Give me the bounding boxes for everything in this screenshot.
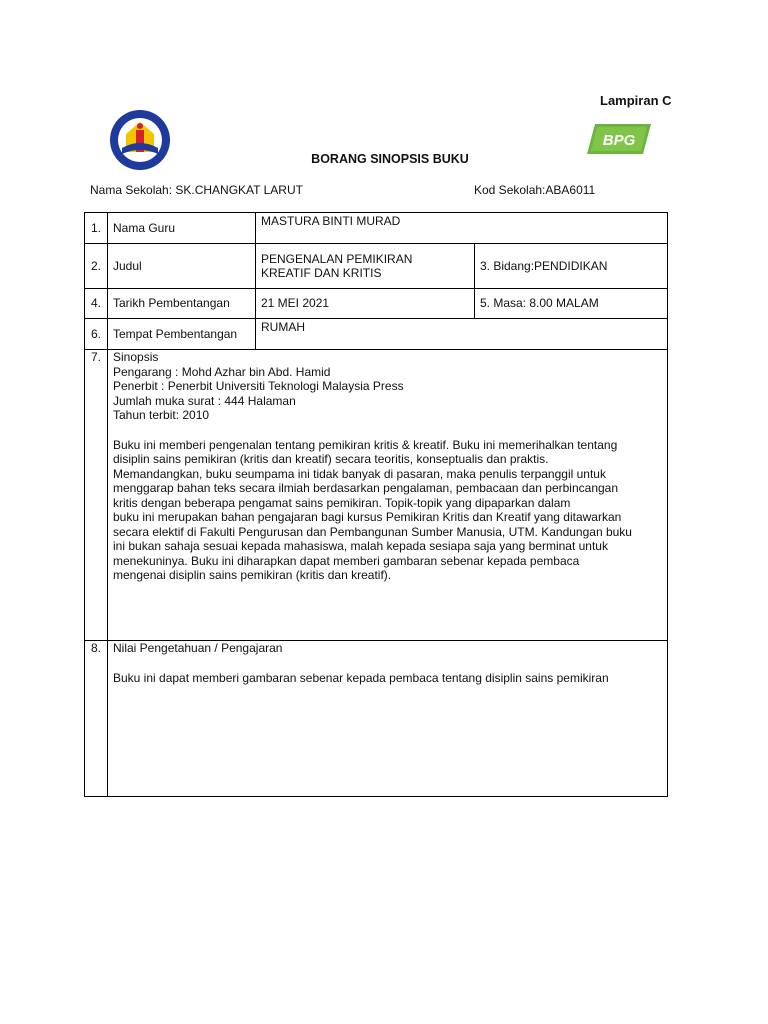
knowledge-text: Buku ini dapat memberi gambaran sebenar kepada pembaca tentang disiplin sains pemikiran — [113, 670, 609, 685]
synopsis-line: Memandangkan, buku seumpama ini tidak banyak di pasaran, maka penulis terpanggil untuk — [113, 466, 606, 481]
date-value: 21 MEI 2021 — [256, 289, 475, 319]
synopsis-heading: Sinopsis — [113, 350, 159, 364]
synopsis-content — [108, 350, 668, 641]
row-title — [85, 244, 668, 289]
form-title: BORANG SINOPSIS BUKU — [311, 152, 469, 166]
synopsis-line: kritis dengan beberapa pengamat sains pemikiran. Topik-topik yang dipaparkan dalam — [113, 495, 571, 510]
field-value: 3. Bidang:PENDIDIKAN — [475, 244, 668, 289]
place-value: RUMAH — [256, 319, 668, 350]
teacher-name-value: MASTURA BINTI MURAD — [256, 213, 668, 244]
row-number: 8. — [85, 641, 108, 797]
time-value: 5. Masa: 8.00 MALAM — [475, 289, 668, 319]
field-label: Judul — [108, 244, 256, 289]
synopsis-line: menekuninya. Buku ini diharapkan dapat memberi gambaran sebenar kepada pembaca — [113, 553, 580, 568]
book-title-line: KREATIF DAN KRITIS — [261, 266, 382, 280]
synopsis-line: buku ini merupakan bahan pengajaran bagi kursus Pemikiran Kritis dan Kreatif yang ditawarkan — [113, 510, 622, 524]
book-title-value — [256, 244, 475, 289]
book-pages: Jumlah muka surat : 444 Halaman — [113, 393, 296, 408]
knowledge-heading: Nilai Pengetahuan / Pengajaran — [113, 641, 283, 655]
row-number: 2. — [85, 244, 108, 289]
row-presentation-place — [85, 319, 668, 350]
synopsis-line: disiplin sains pemikiran (kritis dan kreatif) secara teoritis, konseptualis dan praktis. — [113, 452, 549, 466]
row-number: 1. — [85, 213, 108, 244]
book-publisher: Penerbit : Penerbit Universiti Teknologi Malaysia Press — [113, 379, 404, 393]
school-code: Kod Sekolah:ABA6011 — [474, 183, 596, 197]
row-synopsis — [85, 350, 668, 641]
row-knowledge-value — [85, 641, 668, 797]
row-presentation-date — [85, 289, 668, 319]
row-number: 7. — [85, 350, 108, 641]
book-author: Pengarang : Mohd Azhar bin Abd. Hamid — [113, 364, 331, 379]
synopsis-form-table — [84, 212, 668, 797]
book-year: Tahun terbit: 2010 — [113, 408, 210, 422]
field-label: Nama Guru — [108, 213, 256, 244]
appendix-label: Lampiran C — [600, 93, 672, 108]
synopsis-line: ini bukan sahaja sesuai kepada mahasiswa, malah kepada sesiapa saja yang berminat untuk — [113, 539, 608, 553]
field-label: Tarikh Pembentangan — [108, 289, 256, 319]
field-label: Tempat Pembentangan — [108, 319, 256, 350]
synopsis-line: secara elektif di Fakulti Pengurusan dan Pembangunan Sumber Manusia, UTM. Kandungan buku — [113, 524, 632, 539]
row-number: 4. — [85, 289, 108, 319]
knowledge-content — [108, 641, 668, 797]
book-title-line: PENGENALAN PEMIKIRAN — [261, 251, 413, 266]
synopsis-line: menggarap bahan teks secara ilmiah berdasarkan pengalaman, pembacaan dan perbincangan — [113, 481, 619, 495]
synopsis-line: Buku ini memberi pengenalan tentang pemikiran kritis & kreatif. Buku ini memerihalkan tentang — [113, 437, 618, 452]
synopsis-line: mengenai disiplin sains pemikiran (kritis dan kreatif). — [113, 568, 392, 582]
row-teacher-name — [85, 213, 668, 244]
school-name: Nama Sekolah: SK.CHANGKAT LARUT — [90, 183, 303, 197]
row-number: 6. — [85, 319, 108, 350]
bpg-logo-text: BPG — [602, 132, 636, 149]
